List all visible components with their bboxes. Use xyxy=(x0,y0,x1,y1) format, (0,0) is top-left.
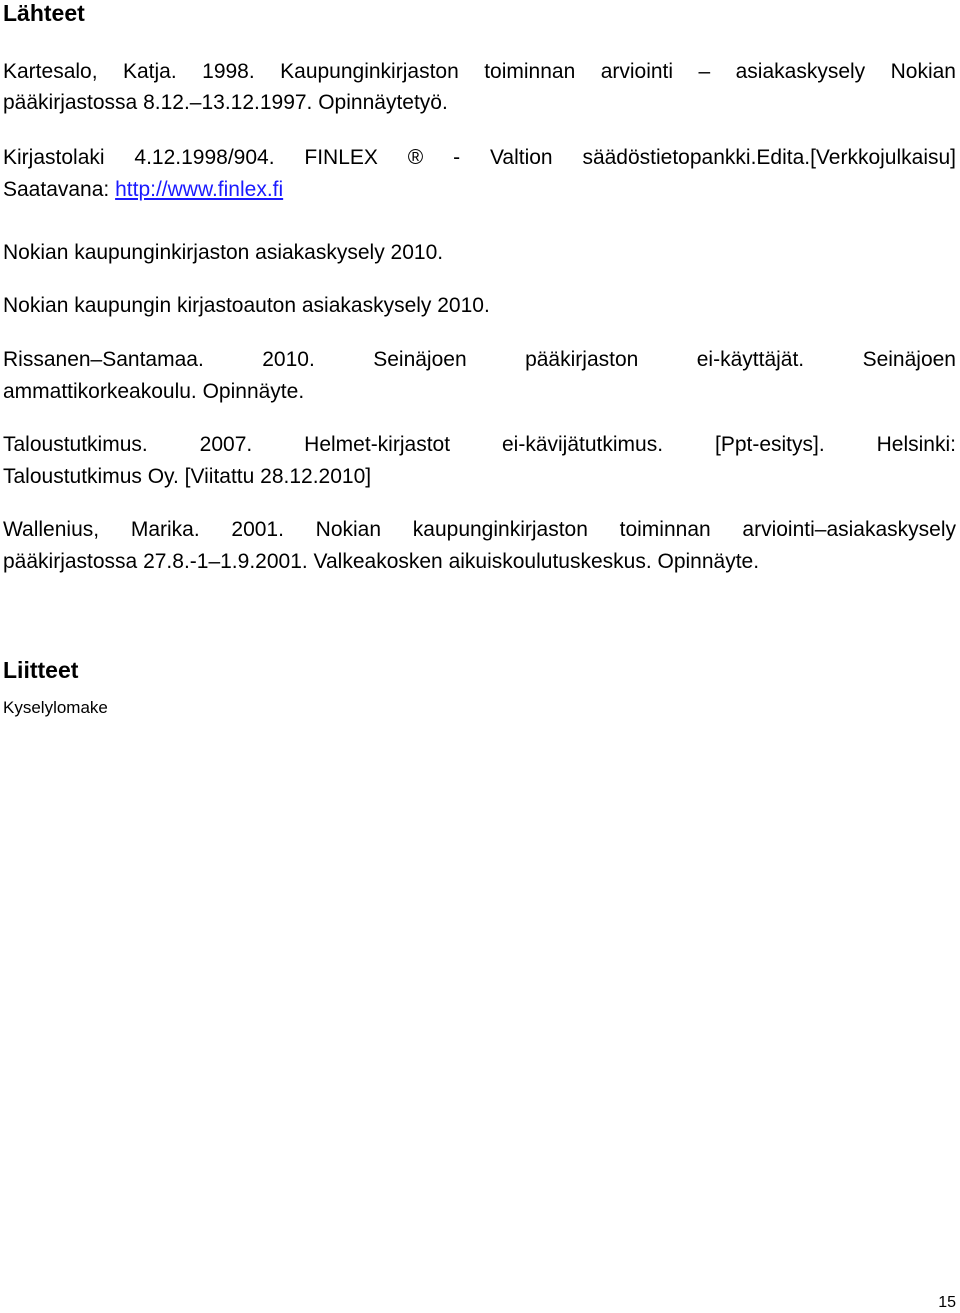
ref-wallenius-line2: pääkirjastossa 27.8.-1–1.9.2001. Valkeakosken aikuiskoulutuskeskus. Opinnäyte. xyxy=(3,550,760,573)
availability-label: Saatavana: xyxy=(3,178,116,201)
ref-wallenius-line1: Wallenius, Marika. 2001. Nokian kaupunginkirjaston toiminnan arviointi–asiakaskysely xyxy=(3,518,956,541)
ref-kartesalo-line2: pääkirjastossa 8.12.–13.12.1997. Opinnäytetyö. xyxy=(3,91,448,114)
ref-taloustutkimus-line1: Taloustutkimus. 2007. Helmet-kirjastot ei-kävijätutkimus. [Ppt-esitys]. Helsinki: xyxy=(3,433,956,456)
appendices-heading: Liitteet xyxy=(3,657,79,683)
ref-taloustutkimus-line2: Taloustutkimus Oy. [Viitattu 28.12.2010] xyxy=(3,465,372,488)
ref-kirjastolaki-line2 xyxy=(3,178,283,202)
appendix-questionnaire: Kyselylomake xyxy=(3,698,108,717)
ref-rissanen-line2: ammattikorkeakoulu. Opinnäyte. xyxy=(3,380,305,403)
ref-kirjastolaki-line1: Kirjastolaki 4.12.1998/904. FINLEX ® - Valtion säädöstietopankki.Edita.[Verkkojulkaisu] xyxy=(3,146,956,169)
finlex-link[interactable]: http://www.finlex.fi xyxy=(115,178,284,201)
ref-nokia-bookmobile-survey: Nokian kaupungin kirjastoauton asiakaskysely 2010. xyxy=(3,294,490,317)
ref-kartesalo-line1: Kartesalo, Katja. 1998. Kaupunginkirjaston toiminnan arviointi – asiakaskysely Nokian xyxy=(3,60,956,83)
page-number: 15 xyxy=(938,1294,956,1311)
ref-rissanen-line1: Rissanen–Santamaa. 2010. Seinäjoen pääkirjaston ei-käyttäjät. Seinäjoen xyxy=(3,348,956,371)
ref-nokia-library-survey: Nokian kaupunginkirjaston asiakaskysely 2010. xyxy=(3,241,444,264)
sources-heading: Lähteet xyxy=(3,0,85,26)
